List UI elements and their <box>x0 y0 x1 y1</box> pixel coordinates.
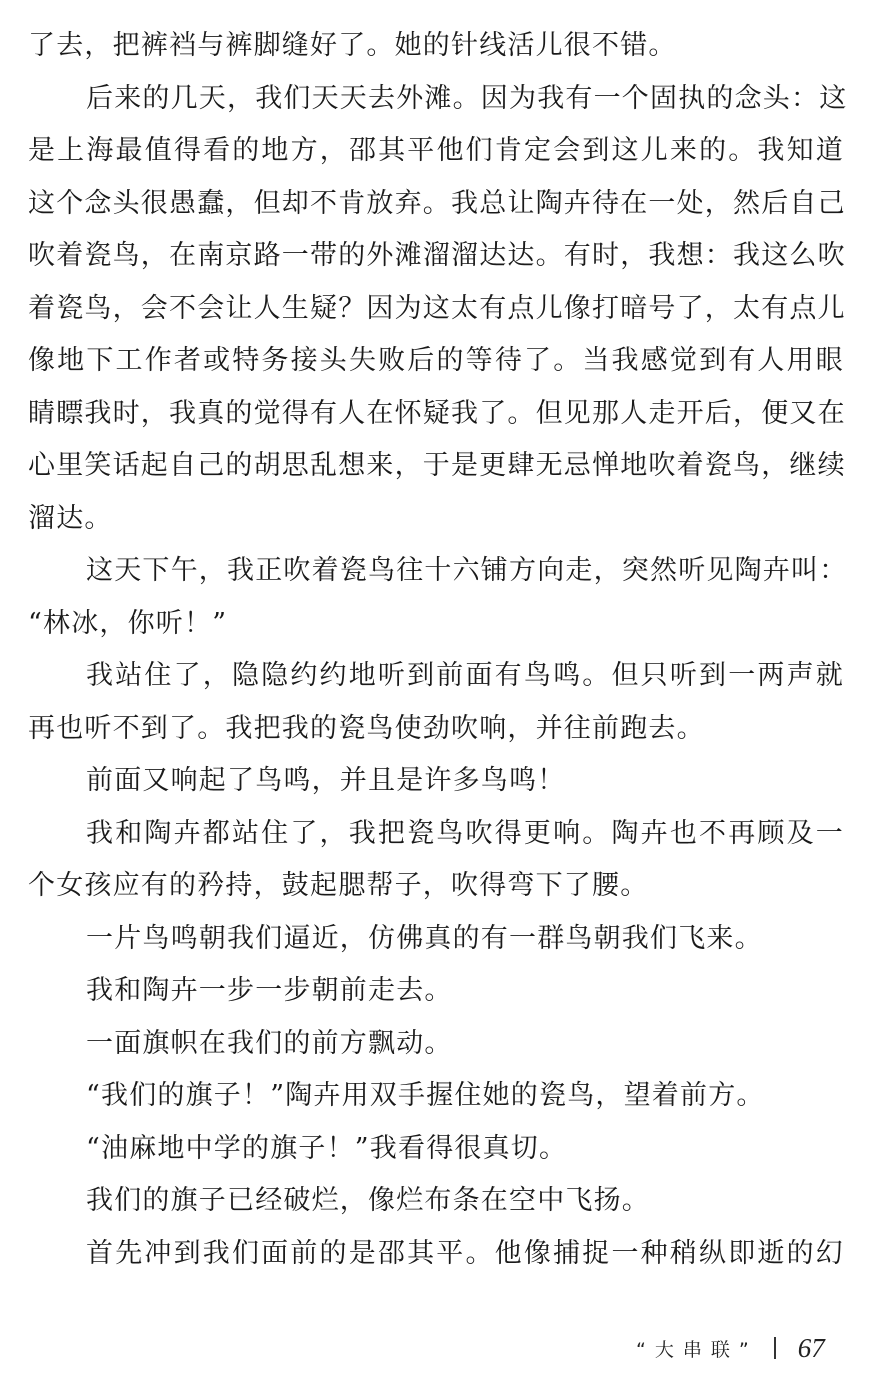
running-title: “大串联” <box>636 1338 758 1361</box>
text-line: 首先冲到我们面前的是邵其平。他像捕捉一种稍纵即逝的幻 <box>86 1237 844 1269</box>
text-line: “油麻地中学的旗子！”我看得很真切。 <box>86 1132 568 1164</box>
text-line: 这个念头很愚蠢，但却不肯放弃。我总让陶卉待在一处，然后自己 <box>28 187 846 219</box>
text-line: 吹着瓷鸟，在南京路一带的外滩溜溜达达。有时，我想：我这么吹 <box>28 240 846 271</box>
text-line: 我和陶卉一步一步朝前走去。 <box>86 975 453 1006</box>
footer-divider <box>774 1337 776 1359</box>
text-line: 再也听不到了。我把我的瓷鸟使劲吹响，并往前跑去。 <box>28 712 705 744</box>
text-line: 我站住了，隐隐约约地听到前面有鸟鸣。但只听到一两声就 <box>86 660 844 691</box>
text-line: 个女孩应有的矜持，鼓起腮帮子，吹得弯下了腰。 <box>28 870 649 901</box>
text-line: 一面旗帜在我们的前方飘动。 <box>86 1027 453 1059</box>
text-line: 一片鸟鸣朝我们逼近，仿佛真的有一群鸟朝我们飞来。 <box>86 922 763 954</box>
text-line: 溜达。 <box>28 502 113 534</box>
page-number: 67 <box>797 1332 825 1363</box>
text-line: “林冰，你听！” <box>28 607 228 639</box>
text-line: 这天下午，我正吹着瓷鸟往十六铺方向走，突然听见陶卉叫： <box>86 555 848 586</box>
text-line: 了去，把裤裆与裤脚缝好了。她的针线活儿很不错。 <box>28 30 677 61</box>
text-line: 我和陶卉都站住了，我把瓷鸟吹得更响。陶卉也不再顾及一 <box>86 817 844 849</box>
page-footer <box>636 1328 825 1368</box>
text-line: 前面又响起了鸟鸣，并且是许多鸟鸣！ <box>86 765 566 796</box>
text-line: 像地下工作者或特务接头失败后的等待了。当我感觉到有人用眼 <box>28 345 844 376</box>
text-line: 是上海最值得看的地方，邵其平他们肯定会到这儿来的。我知道 <box>28 135 844 166</box>
text-line: 我们的旗子已经破烂，像烂布条在空中飞扬。 <box>86 1185 650 1216</box>
page-body <box>28 20 848 1280</box>
text-line: 心里笑话起自己的胡思乱想来，于是更肆无忌惮地吹着瓷鸟，继续 <box>28 450 846 481</box>
text-line: 着瓷鸟，会不会让人生疑？因为这太有点儿像打暗号了，太有点儿 <box>28 292 846 324</box>
text-line: 后来的几天，我们天天去外滩。因为我有一个固执的念头：这 <box>86 82 848 114</box>
text-line: 睛瞟我时，我真的觉得有人在怀疑我了。但见那人走开后，便又在 <box>28 397 846 429</box>
text-line: “我们的旗子！”陶卉用双手握住她的瓷鸟，望着前方。 <box>86 1080 765 1111</box>
